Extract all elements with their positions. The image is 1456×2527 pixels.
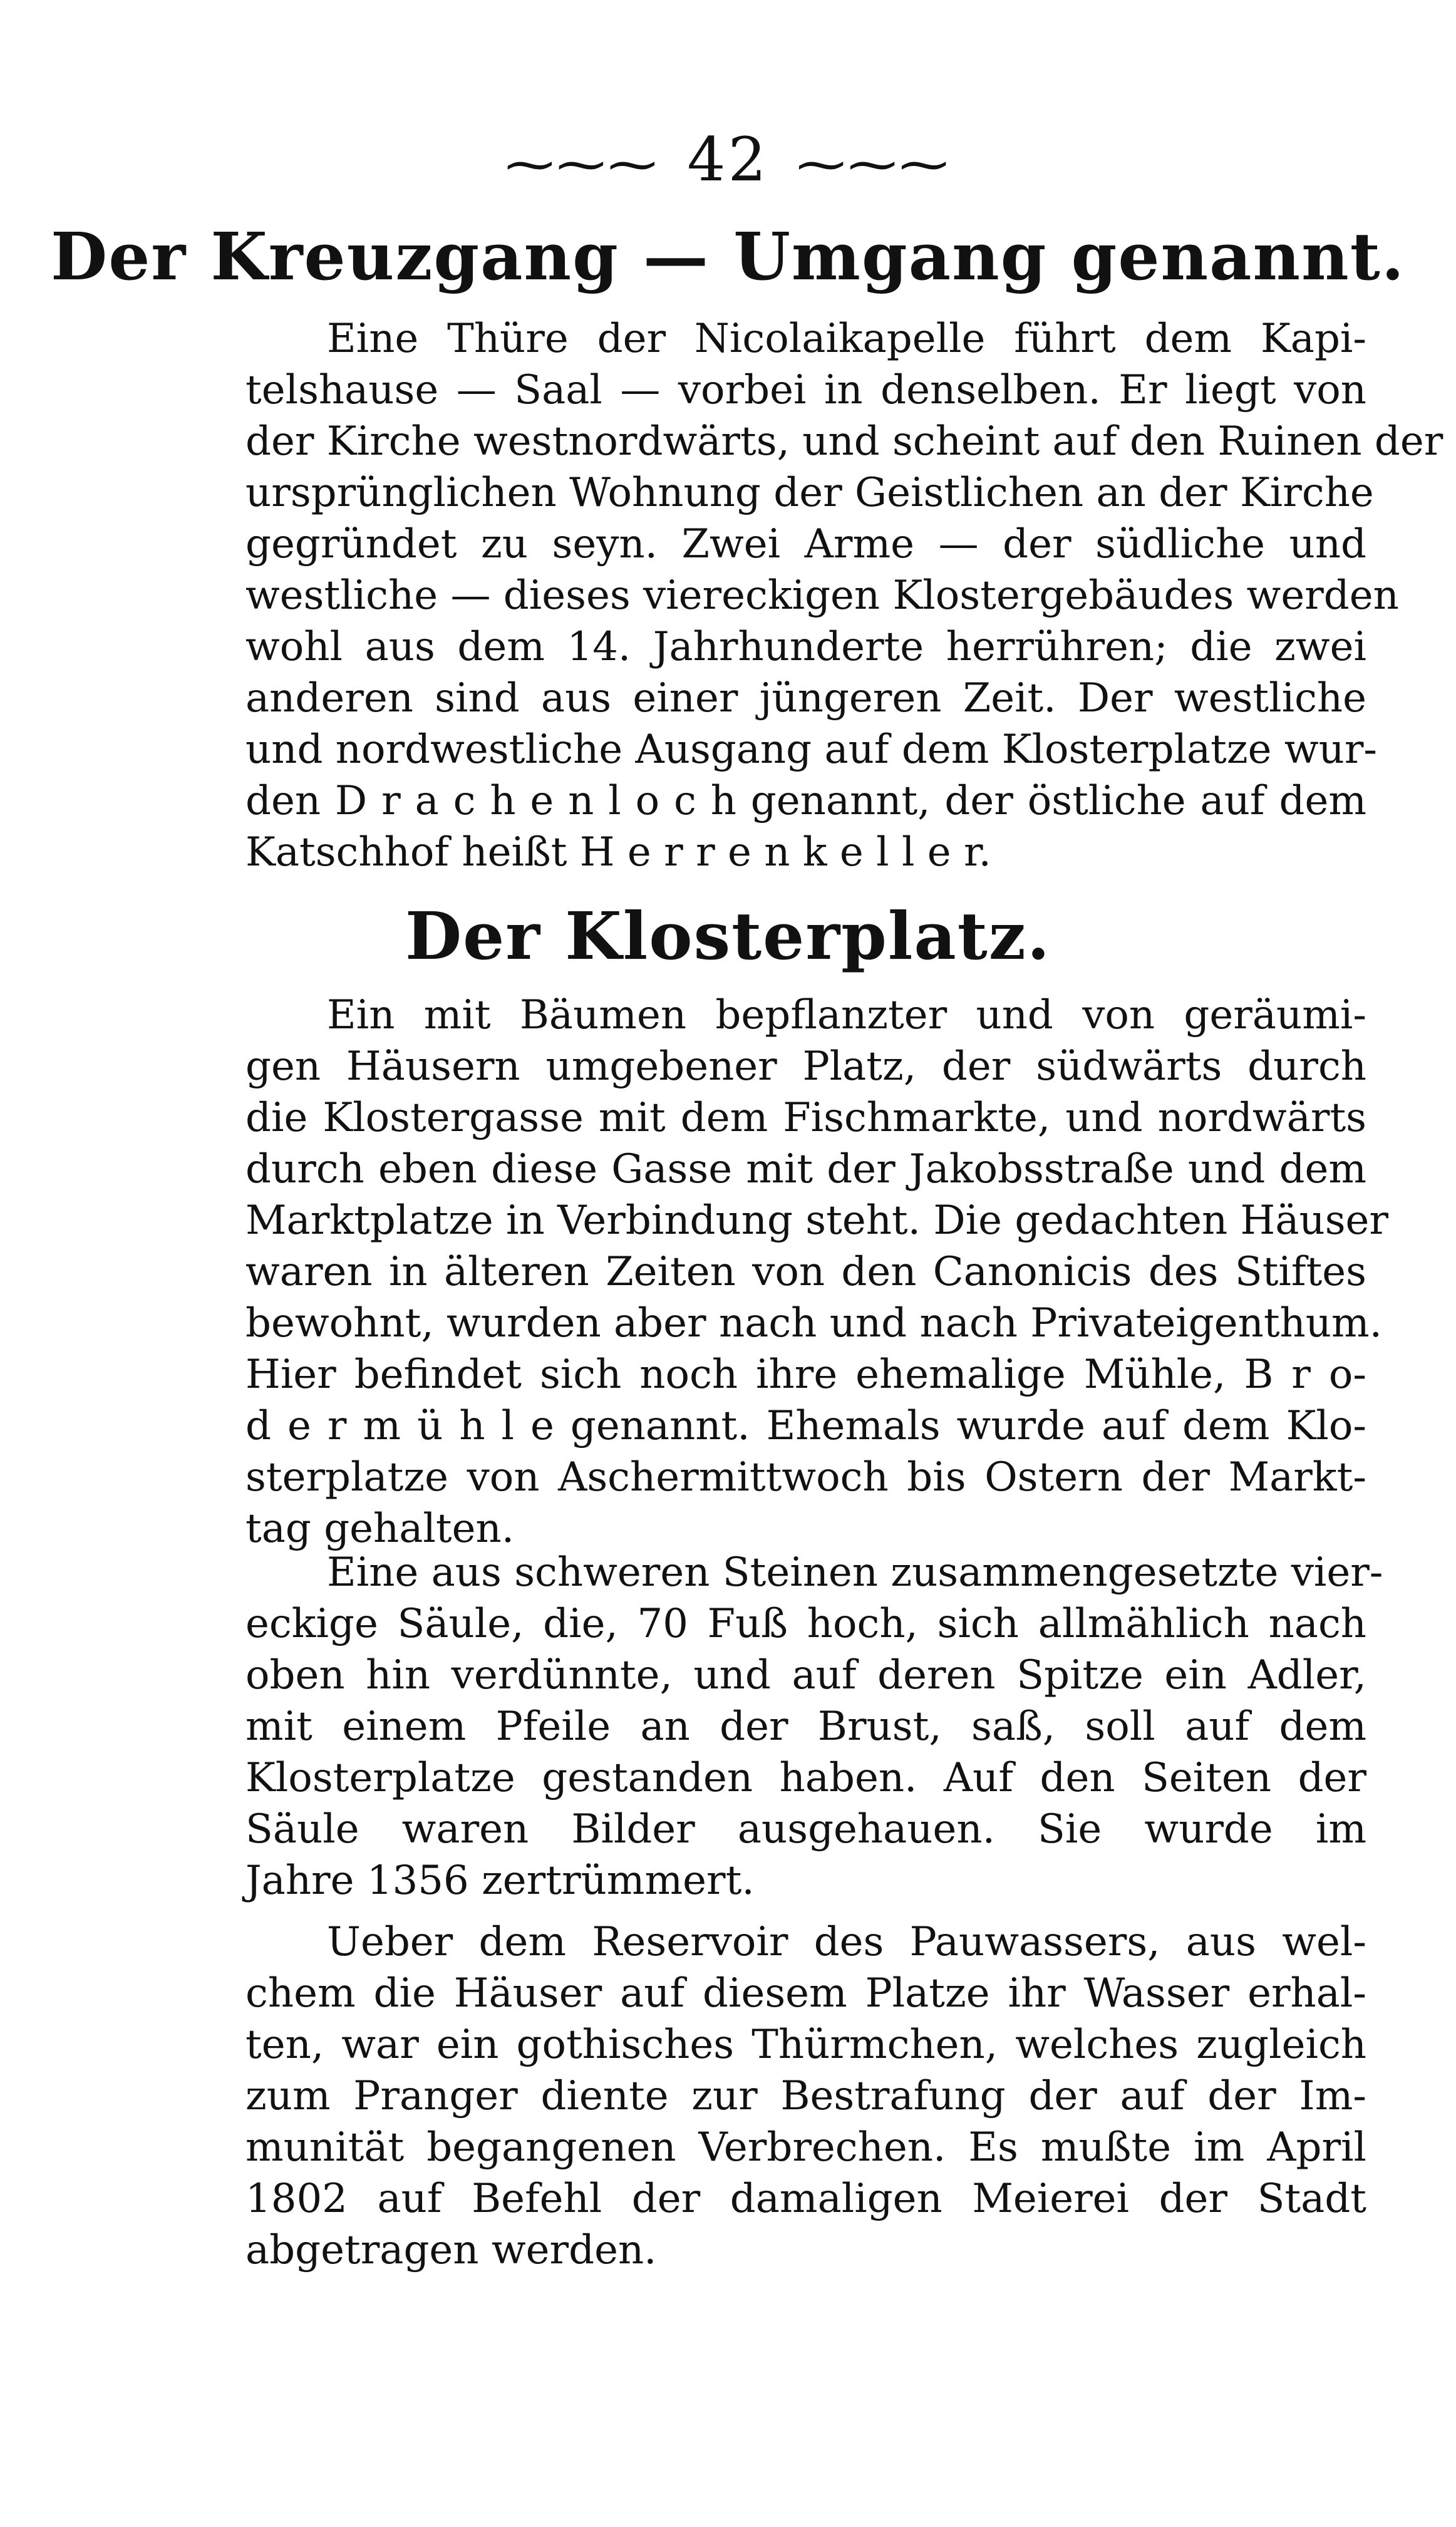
text-line: wohl aus dem 14. Jahrhunderte herrühren; die zwei [245, 624, 1366, 670]
text-line: Säule waren Bilder ausgehauen. Sie wurde im [245, 1806, 1366, 1853]
text-line: den D r a c h e n l o c h genannt, der östliche auf dem [245, 778, 1366, 824]
text-line: ten, war ein gothisches Thürmchen, welches zugleich [245, 2022, 1366, 2068]
text-line: waren in älteren Zeiten von den Canonicis des Stiftes [245, 1249, 1366, 1295]
text-line: Marktplatze in Verbindung steht. Die gedachten Häuser [245, 1197, 1388, 1244]
text-line: ursprünglichen Wohnung der Geistlichen an der Kirche [245, 470, 1374, 516]
paragraph-kreuzgang [245, 313, 1443, 878]
text-line: westliche — dieses viereckigen Klostergebäudes werden [245, 572, 1399, 619]
text-line: Eine aus schweren Steinen zusammengesetzte vier- [327, 1549, 1383, 1596]
text-line: abgetragen werden. [245, 2227, 657, 2273]
text-line: Hier befindet sich noch ihre ehemalige Mühle, B r o- [245, 1351, 1366, 1398]
page-number-ornament-right: ⁓⁓⁓ [797, 137, 951, 193]
text-line: tag gehalten. [245, 1506, 515, 1552]
text-line: mit einem Pfeile an der Brust, saß, soll auf dem [245, 1703, 1366, 1750]
paragraph-klosterplatz-2 [245, 1547, 1383, 1906]
text-line: und nordwestliche Ausgang auf dem Klosterplatze wur- [245, 726, 1378, 773]
paragraph-klosterplatz-1 [245, 990, 1388, 1554]
text-line: anderen sind aus einer jüngeren Zeit. Der westliche [245, 675, 1366, 721]
text-line: eckige Säule, die, 70 Fuß hoch, sich allmählich nach [245, 1601, 1366, 1647]
text-line: Jahre 1356 zertrümmert. [245, 1858, 755, 1904]
text-line: bewohnt, wurden aber nach und nach Privateigenthum. [245, 1300, 1382, 1346]
text-line: Katschhof heißt H e r r e n k e l l e r. [245, 829, 991, 876]
text-line: zum Pranger diente zur Bestrafung der auf der Im- [245, 2073, 1366, 2119]
text-line: oben hin verdünnte, und auf deren Spitze ein Adler, [245, 1652, 1366, 1698]
text-line: durch eben diese Gasse mit der Jakobsstraße und dem [245, 1146, 1366, 1192]
text-line: gegründet zu seyn. Zwei Arme — der südliche und [245, 521, 1366, 567]
section-heading-kreuzgang: Der Kreuzgang — Umgang genannt. [51, 218, 1405, 295]
text-line: Eine Thüre der Nicolaikapelle führt dem Kapi- [327, 316, 1366, 362]
text-line: der Kirche westnordwärts, und scheint auf den Ruinen der [245, 418, 1443, 465]
text-line: Klosterplatze gestanden haben. Auf den Seiten der [245, 1755, 1366, 1801]
text-line: munität begangenen Verbrechen. Es mußte im April [245, 2124, 1366, 2171]
section-heading-klosterplatz: Der Klosterplatz. [405, 897, 1051, 974]
text-line: 1802 auf Befehl der damaligen Meierei der Stadt [245, 2176, 1366, 2222]
text-line: d e r m ü h l e genannt. Ehemals wurde auf dem Klo- [245, 1403, 1366, 1449]
text-line: die Klostergasse mit dem Fischmarkte, und nordwärts [245, 1095, 1366, 1141]
text-line: Ein mit Bäumen bepflanzter und von geräumi- [327, 992, 1366, 1038]
text-line: sterplatze von Aschermittwoch bis Ostern der Markt- [245, 1454, 1366, 1501]
paragraph-klosterplatz-3 [245, 1916, 1366, 2276]
text-line: telshause — Saal — vorbei in denselben. Er liegt von [245, 367, 1366, 413]
text-line: gen Häusern umgebener Platz, der südwärts durch [245, 1043, 1366, 1090]
text-line: chem die Häuser auf diesem Platze ihr Wasser erhal- [245, 1970, 1366, 2017]
page-number-ornament-left: ⁓⁓⁓ [505, 137, 659, 193]
page-number-value: 42 [687, 125, 769, 195]
text-line: Ueber dem Reservoir des Pauwassers, aus wel- [327, 1919, 1366, 1965]
page-number [0, 125, 1456, 199]
